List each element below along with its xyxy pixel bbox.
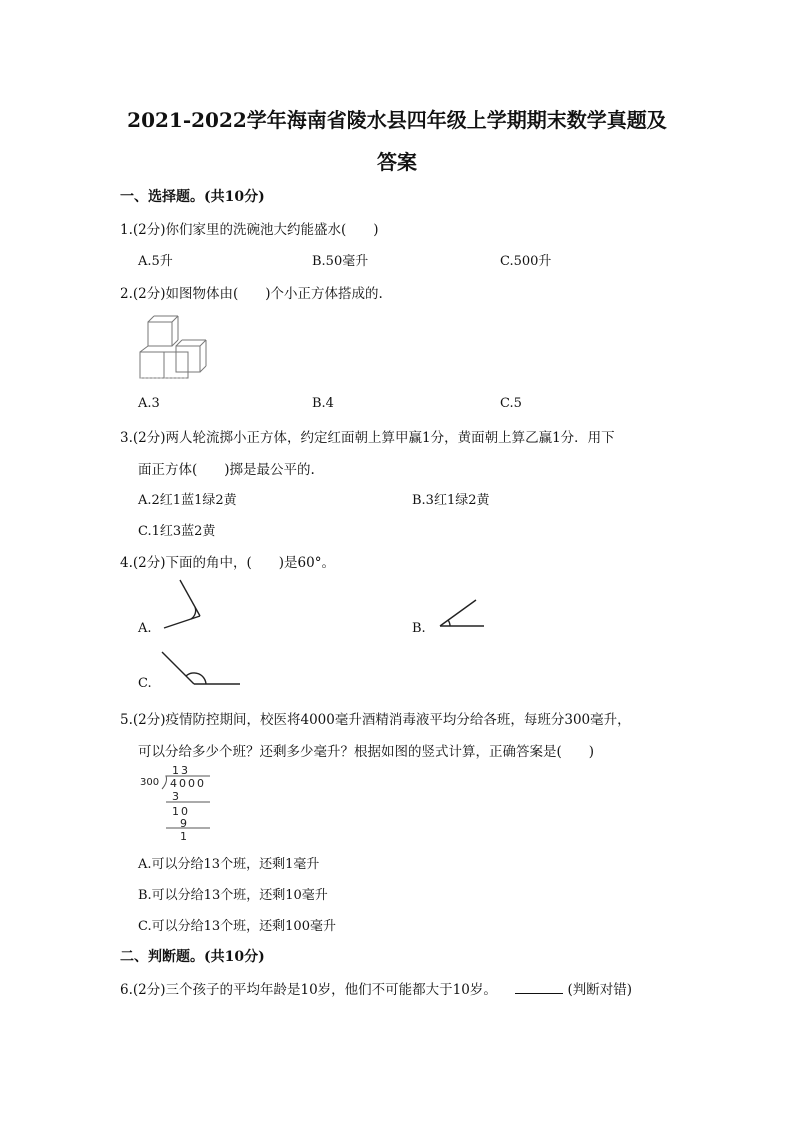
q1-option-c: C.500升 [500,254,552,269]
q3-option-b: B.3红1绿2黄 [412,493,490,508]
question-4: 4.(2分)下面的角中，( )是60°。 [120,555,335,571]
question-6 [120,978,632,998]
cubes-figure [136,312,216,384]
q3-option-a: A.2红1蓝1绿2黄 [138,493,237,508]
section-heading-choice: 一、选择题。(共10分) [120,189,265,205]
question-6-suffix: (判断对错) [567,982,632,998]
question-1: 1.(2分)你们家里的洗碗池大约能盛水( ) [120,222,379,238]
q4-option-c: C. [138,676,152,691]
q1-option-b: B.50毫升 [312,254,369,269]
long-division-figure [138,762,218,844]
question-3-line2: 面正方体( )掷是最公平的. [138,462,315,478]
q2-option-a: A.3 [138,396,160,411]
question-5-line1: 5.(2分)疫情防控期间，校医将4000毫升酒精消毒液平均分给各班，每班分300毫升， [120,712,631,728]
division-dividend: 4000 [170,777,206,790]
section-heading-judgment: 二、判断题。(共10分) [120,949,265,965]
angle-a-figure [160,578,210,632]
q5-option-a: A.可以分给13个班，还剩1毫升 [138,857,320,872]
question-6-text: 6.(2分)三个孩子的平均年龄是10岁，他们不可能都大于10岁。 [120,982,497,998]
division-quotient: 13 [172,764,190,777]
document-title-line2: 答案 [377,150,417,174]
angle-b-figure [436,596,490,632]
division-divisor: 300 [140,777,160,788]
division-lines [138,762,218,844]
q5-option-b: B.可以分给13个班，还剩10毫升 [138,888,328,903]
q4-option-b: B. [412,621,426,636]
q1-option-a: A.5升 [138,254,173,269]
q4-option-a: A. [138,621,152,636]
document-title-line1: 2021-2022学年海南省陵水县四年级上学期期末数学真题及 [127,108,667,132]
division-remainder: 1 [180,830,187,843]
angle-c-figure [158,648,244,688]
division-step1: 3 [172,790,179,803]
q3-option-c: C.1红3蓝2黄 [138,524,216,539]
q2-option-b: B.4 [312,396,334,411]
question-5-line2: 可以分给多少个班？还剩多少毫升？根据如图的竖式计算，正确答案是( ) [138,744,595,760]
answer-blank[interactable] [515,981,563,994]
question-3-line1: 3.(2分)两人轮流掷小正方体，约定红面朝上算甲赢1分，黄面朝上算乙赢1分．用下 [120,430,615,446]
q5-option-c: C.可以分给13个班，还剩100毫升 [138,919,336,934]
question-2: 2.(2分)如图物体由( )个小正方体搭成的. [120,286,383,302]
q2-option-c: C.5 [500,396,522,411]
division-step3: 9 [180,817,187,830]
division-step2: 10 [172,805,190,818]
